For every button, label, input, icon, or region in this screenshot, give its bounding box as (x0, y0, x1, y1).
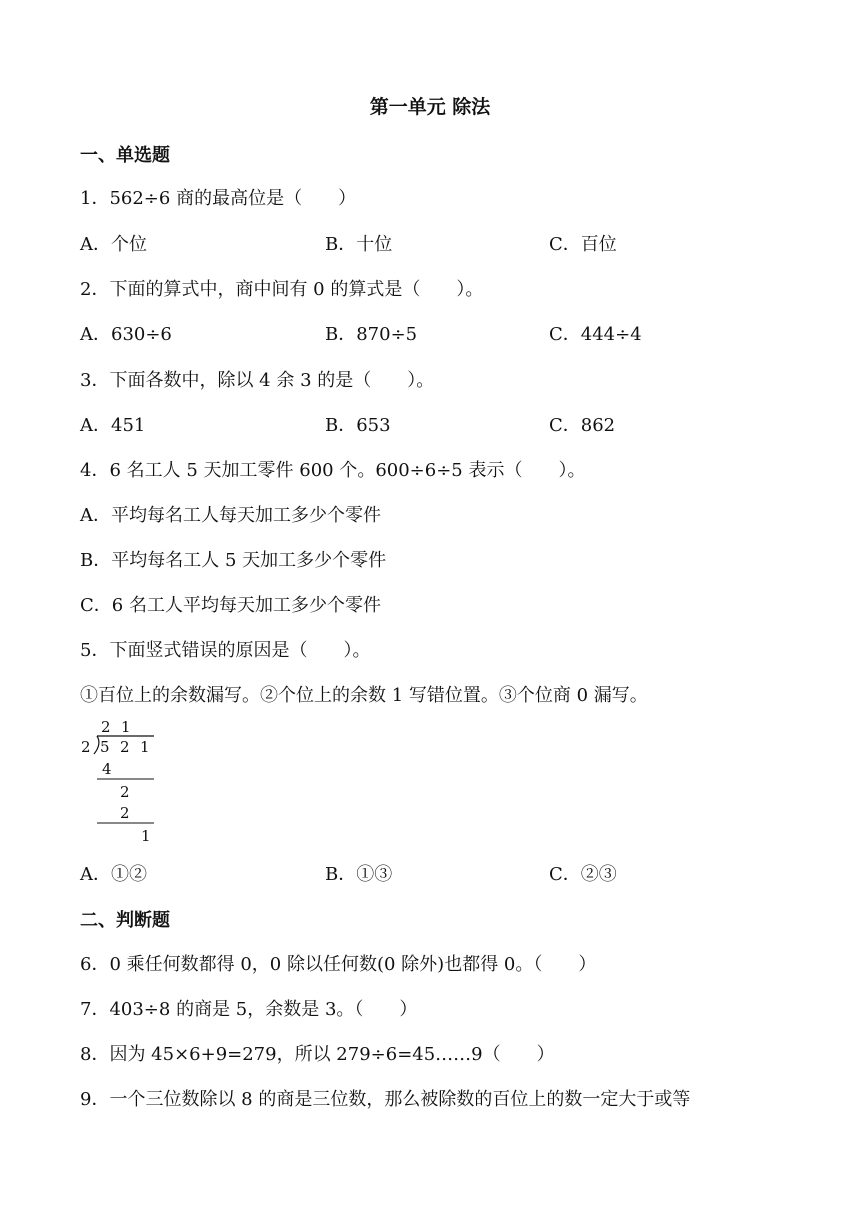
question-4: 4．6 名工人 5 天加工零件 600 个。600÷6÷5 表示（ ）。 (80, 460, 586, 481)
question-2-option-a: A．630÷6 (80, 324, 172, 345)
question-4-option-c: C．6 名工人平均每天加工多少个零件 (80, 595, 381, 616)
question-3-option-c: C．862 (549, 415, 616, 436)
division-dividend-digit: 1 (140, 738, 150, 756)
page-title: 第一单元 除法 (369, 96, 491, 118)
question-4-option-a: A．平均每名工人每天加工多少个零件 (80, 505, 381, 526)
long-division-figure (78, 714, 158, 846)
question-6: 6．0 乘任何数都得 0，0 除以任何数(0 除外)也都得 0。（ ） (80, 954, 597, 975)
question-4-option-b: B．平均每名工人 5 天加工多少个零件 (80, 550, 387, 571)
division-quotient-digit: 1 (121, 718, 131, 736)
question-5-note: ①百位上的余数漏写。②个位上的余数 1 写错位置。③个位商 0 漏写。 (80, 685, 648, 706)
question-2-option-c: C．444÷4 (549, 324, 642, 345)
question-1-option-a: A．个位 (80, 234, 147, 255)
division-bracket (94, 736, 99, 754)
question-1-option-c: C．百位 (549, 234, 617, 255)
question-5-option-a: A．①② (80, 864, 147, 885)
question-1: 1．562÷6 商的最高位是（ ） (80, 188, 357, 209)
question-5-option-c: C．②③ (549, 864, 617, 885)
division-step-value: 2 (120, 783, 130, 801)
question-3-option-b: B．653 (325, 415, 391, 436)
question-3-option-a: A．451 (80, 415, 146, 436)
division-quotient-digit: 2 (101, 718, 111, 736)
question-5: 5．下面竖式错误的原因是（ ）。 (80, 640, 371, 661)
division-step-value: 2 (120, 804, 130, 822)
question-2-option-b: B．870÷5 (325, 324, 418, 345)
section-heading-single-choice: 一、单选题 (80, 145, 170, 166)
division-dividend-digit: 2 (120, 738, 130, 756)
division-divisor: 2 (81, 738, 91, 756)
question-9: 9．一个三位数除以 8 的商是三位数，那么被除数的百位上的数一定大于或等 (80, 1089, 691, 1110)
question-3: 3．下面各数中，除以 4 余 3 的是（ ）。 (80, 370, 435, 391)
question-7: 7．403÷8 的商是 5，余数是 3。（ ） (80, 999, 418, 1020)
division-dividend-digit: 5 (100, 738, 110, 756)
question-2: 2．下面的算式中，商中间有 0 的算式是（ ）。 (80, 279, 484, 300)
question-5-option-b: B．①③ (325, 864, 393, 885)
division-step-value: 4 (102, 760, 112, 778)
division-remainder: 1 (141, 827, 151, 845)
question-1-option-b: B．十位 (325, 234, 393, 255)
section-heading-true-false: 二、判断题 (80, 910, 170, 931)
question-8: 8．因为 45×6+9=279，所以 279÷6=45……9（ ） (80, 1044, 555, 1065)
